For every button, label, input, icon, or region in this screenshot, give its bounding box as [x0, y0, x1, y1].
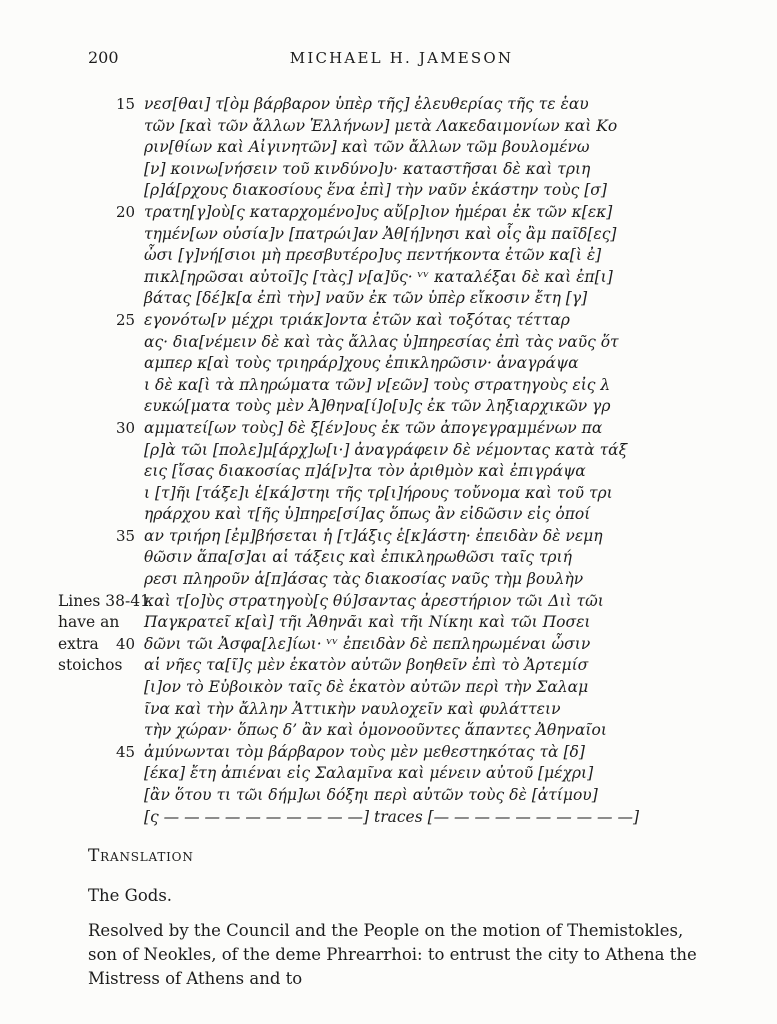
- greek-line-text: τημέν[ων οὐσία]ν [πατρώι]αν Ἀθ[ή]νησι καὶ οἷς ἂμ παῖδ[ες]: [144, 224, 617, 243]
- translation-body-paragraph: Resolved by the Council and the People on the motion of Themistokles, son of Neokles, of the deme Phrearrhoi: to entrust the city to Athena the Mistress of Athens and to: [88, 921, 697, 988]
- greek-line-text: τῶν [καὶ τῶν ἄλλων Ἑλλήνων] μετὰ Λακεδαιμονίων καὶ Κο: [144, 116, 618, 135]
- greek-line-text: βάτας [δέ]κ[α ἐπὶ τὴν] ναῦν ἐκ τῶν ὑπὲρ εἴκοσιν ἔτη [γ]: [144, 289, 588, 308]
- greek-line-text: αν τριήρη [ἐμ]βήσεται ἡ [τ]άξις ἑ[κ]άστη· ἐπειδὰν δὲ νεμη: [144, 526, 603, 545]
- greek-line-text: [ἂν ὅτου τι τῶι δήμ]ωι δόξηι περὶ αὐτῶν τοὺς δὲ [ἀτίμου]: [144, 786, 598, 804]
- line-number: 40: [116, 634, 136, 653]
- greek-line-text: ἀμύνωνται τὸμ βάρβαρον τοὺς μὲν μεθεστηκότας τὰ [δ]: [144, 742, 585, 761]
- greek-line-text: εις [ἴσας διακοσίας π]ά[ν]τα τὸν ἀριθμὸν καὶ ἐπιγράψα: [144, 462, 586, 481]
- greek-line-text: ι [τ]ῆι [τάξε]ι ἑ[κά]στηι τῆς τρ[ι]ήρους τοὔνομα καὶ τοῦ τρι: [144, 483, 613, 502]
- greek-line: [58, 310, 717, 332]
- greek-line: [58, 94, 717, 116]
- greek-line-text: [ι]ον τὸ Εὐβοικὸν ταῖς δὲ ἑκατὸν αὐτῶν περὶ τὴν Σαλαμ: [144, 678, 589, 697]
- greek-line: [58, 785, 717, 807]
- greek-line: [58, 332, 717, 354]
- line-number: 30: [116, 418, 136, 437]
- greek-line-text: ευκώ[ματα τοὺς μὲν Ἀ]θηνα[ί]ο[υ]ς ἐκ τῶν ληξιαρχικῶν γρ: [144, 397, 611, 416]
- page-header: [88, 48, 715, 70]
- greek-line-text: [ρ]ά[ρχους διακοσίους ἕνα ἐπὶ] τὴν ναῦν ἑκάστην τοὺς [σ]: [144, 181, 607, 200]
- greek-line: [58, 483, 717, 505]
- greek-line: [58, 224, 717, 246]
- greek-line-text: τὴν χώραν· ὅπως δ’ ἂν καὶ ὁμονοοῦντες ἅπαντες Ἀθηναῖοι: [144, 721, 607, 740]
- greek-line: [58, 396, 717, 418]
- greek-line-text: πικλ[ηρῶσαι αὐτοῖ]ς [τὰς] ν[α]ῦς· ᵛᵛ καταλέξαι δὲ καὶ ἐπ[ι]: [144, 267, 613, 286]
- greek-line-text: Παγκρατεῖ κ[αὶ] τῆι Ἀθηνᾶι καὶ τῆι Νίκηι καὶ τῶι Ποσει: [144, 613, 591, 632]
- greek-line: [58, 720, 717, 742]
- greek-line: [58, 180, 717, 202]
- line-number: 25: [116, 310, 136, 329]
- translation-section: [88, 846, 717, 991]
- greek-line: [58, 634, 717, 656]
- greek-line-text: καὶ τ[ο]ὺς στρατηγοὺ[ς θύ]σαντας ἀρεστήριον τῶι Διὶ τῶι: [144, 591, 604, 610]
- greek-line: [58, 116, 717, 138]
- greek-line: [58, 267, 717, 289]
- greek-line: [58, 375, 717, 397]
- greek-line-text: αμπερ κ[αὶ τοὺς τριηράρ]χους ἐπικληρῶσιν· ἀναγράψα: [144, 354, 579, 373]
- greek-line: [58, 440, 717, 462]
- greek-line-text: εγονότω[ν μέχρι τριάκ]οντα ἐτῶν καὶ τοξότας τέτταρ: [144, 310, 570, 329]
- greek-line: [58, 137, 717, 159]
- greek-line-text: αμματεί[ων τοὺς] δὲ ξ[έν]ους ἐκ τῶν ἀπογεγραμμένων πα: [144, 418, 603, 437]
- greek-line: [58, 202, 717, 224]
- margin-note: Lines 38-41: [58, 591, 150, 610]
- greek-line: [58, 591, 717, 613]
- greek-line: [58, 655, 717, 677]
- translation-gods-line: The Gods.: [88, 886, 173, 905]
- translation-heading: Translation: [88, 846, 194, 866]
- greek-line: [58, 504, 717, 526]
- greek-line: [58, 547, 717, 569]
- greek-line-text: ριν[θίων καὶ Αἰγινητῶν] καὶ τῶν ἄλλων τῶμ βουλομένω: [144, 138, 590, 157]
- greek-line-text: ας· δια[νέμειν δὲ καὶ τὰς ἄλλας ὑ]πηρεσίας ἐπὶ τὰς ναῦς ὅτ: [144, 332, 619, 351]
- page-number: 200: [88, 48, 119, 67]
- greek-line-text: δῶνι τῶι Ἀσφα[λε]ίωι· ᵛᵛ ἐπειδὰν δὲ πεπληρωμέναι ὦσιν: [144, 634, 591, 653]
- greek-line-text: ὦσι [γ]νή[σιοι μὴ πρεσβυτέρο]υς πεντήκοντα ἐτῶν κα[ὶ ἐ]: [144, 246, 602, 265]
- margin-note: extra: [58, 634, 99, 653]
- line-number: 20: [116, 202, 136, 221]
- greek-line: [58, 353, 717, 375]
- greek-line: [58, 677, 717, 699]
- greek-line-text: [ς — — — — — — — — — —] traces [— — — — — — — — — —]: [144, 807, 640, 826]
- greek-line: [58, 699, 717, 721]
- greek-line-text: ῖνα καὶ τὴν ἄλλην Ἀττικὴν ναυλοχεῖν καὶ φυλάττειν: [144, 699, 561, 718]
- running-head: MICHAEL H. JAMESON: [289, 49, 514, 67]
- greek-line: [58, 763, 717, 785]
- margin-note: stoichos: [58, 656, 123, 675]
- greek-line-text: ι δὲ κα[ὶ τὰ πληρώματα τῶν] ν[εῶν] τοὺς στρατηγοὺς εἰς λ: [144, 375, 611, 394]
- greek-line-text: ρεσι πληροῦν ἁ[π]άσας τὰς διακοσίας ναῦς τὴμ βουλὴν: [144, 570, 584, 589]
- greek-line: [58, 461, 717, 483]
- greek-line-text: θῶσιν ἅπα[σ]αι αἱ τάξεις καὶ ἐπικληρωθῶσι ταῖς τριή: [144, 548, 572, 567]
- greek-line: [58, 288, 717, 310]
- greek-line-text: [ν] κοινω[νήσειν τοῦ κινδύνο]υ· καταστῆσαι δὲ καὶ τριη: [144, 159, 591, 178]
- greek-line-text: τρατη[γ]οὺ[ς καταρχομένο]υς αὔ[ρ]ιον ἡμέραι ἐκ τῶν κ[εκ]: [144, 202, 613, 221]
- greek-inscription-text: [58, 94, 717, 828]
- greek-line: [58, 742, 717, 764]
- greek-line-text: [ρ]ὰ τῶι [πολε]μ[άρχ]ω[ι·] ἀναγράφειν δὲ νέμοντας κατὰ τάξ: [144, 440, 628, 459]
- greek-line-text: αἱ νῆες τα[ῖ]ς μὲν ἑκατὸν αὐτῶν βοηθεῖν ἐπὶ τὸ Ἀρτεμίσ: [144, 656, 589, 675]
- greek-line: [58, 245, 717, 267]
- greek-line: [58, 807, 717, 829]
- line-number: 35: [116, 526, 136, 545]
- greek-line: [58, 418, 717, 440]
- greek-line-text: ηράρχου καὶ τ[ῆς ὑ]πηρε[σί]ας ὅπως ἂν εἰδῶσιν εἰς ὁποί: [144, 505, 591, 524]
- line-number: 15: [116, 95, 136, 113]
- greek-line: [58, 569, 717, 591]
- greek-line: [58, 612, 717, 634]
- line-number: 45: [116, 742, 136, 761]
- greek-line: [58, 159, 717, 181]
- margin-note: have an: [58, 613, 120, 632]
- greek-line-text: νεσ[θαι] τ[ὸμ βάρβαρον ὑπὲρ τῆς] ἐλευθερίας τῆς τε ἑαυ: [144, 95, 589, 113]
- greek-line-text: [έκα] ἔτη ἀπιέναι εἰς Σαλαμῖνα καὶ μένειν αὐτοῦ [μέχρι]: [144, 764, 594, 783]
- greek-line: [58, 526, 717, 548]
